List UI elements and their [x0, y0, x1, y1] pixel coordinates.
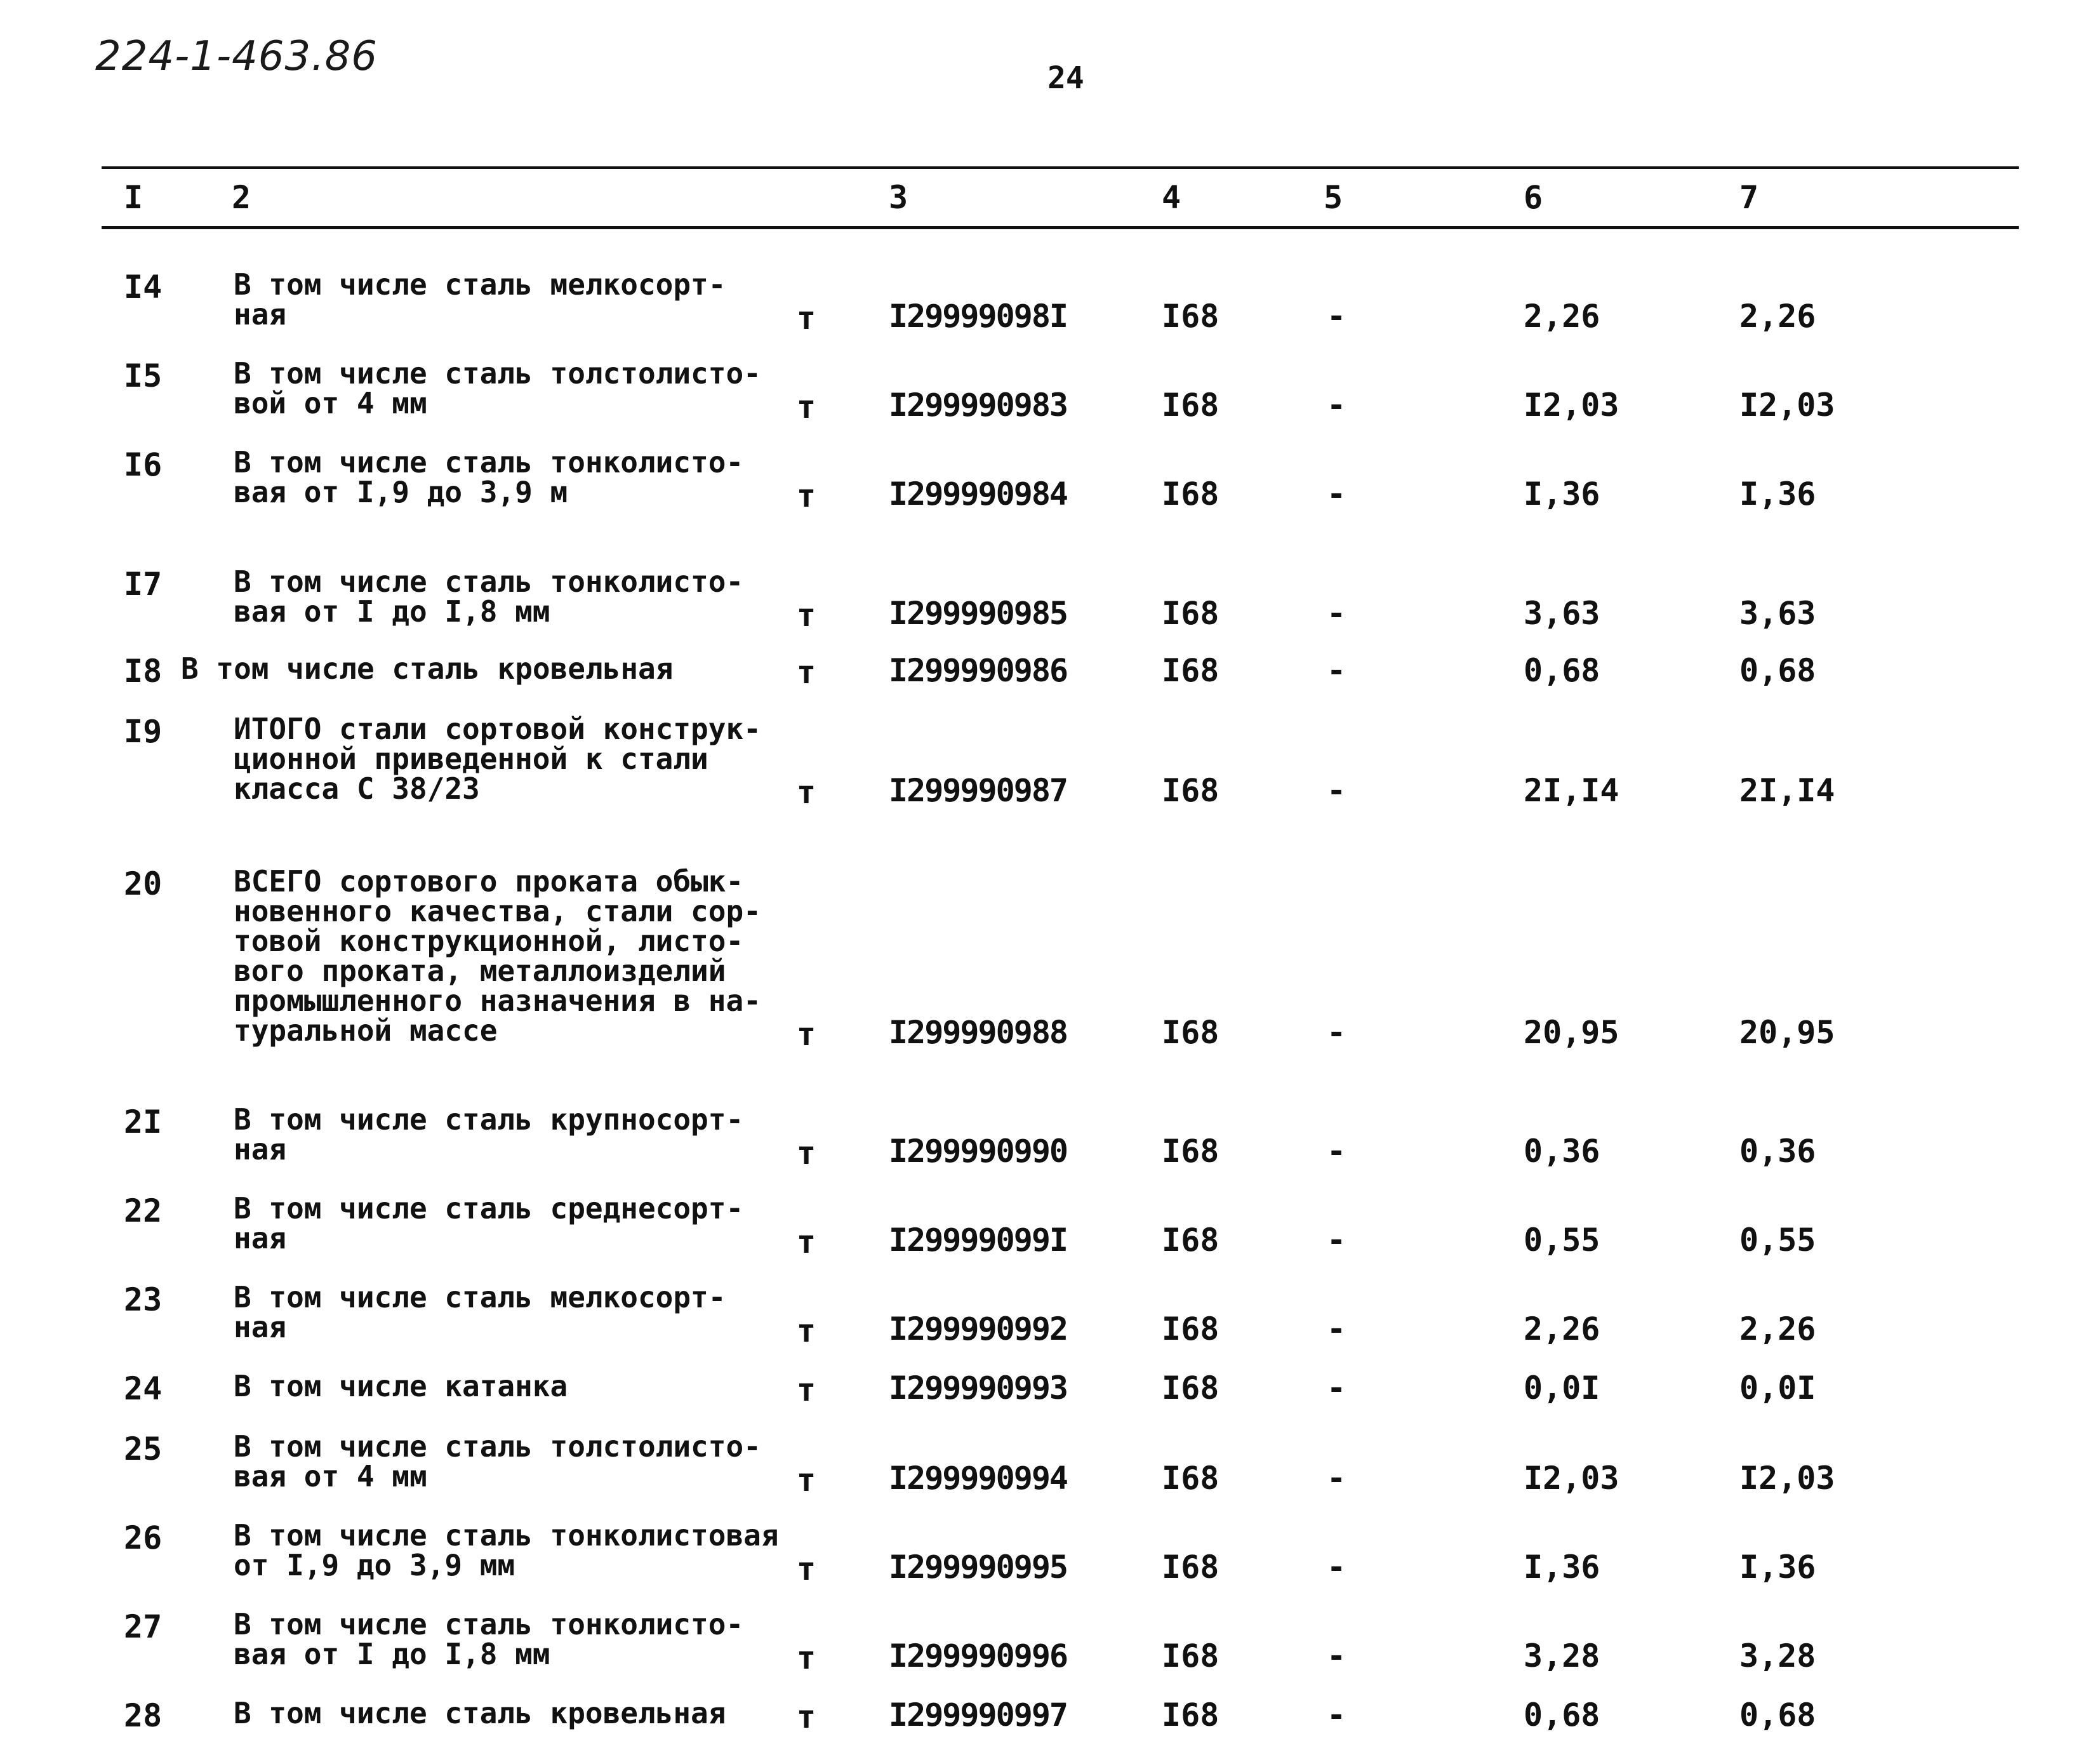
column-6-value: 0,55: [1524, 1222, 1600, 1258]
column-6-value: 2,26: [1524, 1311, 1600, 1347]
row-number: I4: [124, 269, 163, 305]
product-code: I299990997: [889, 1697, 1068, 1733]
column-header-7: 7: [1739, 179, 1759, 216]
unit-cell: т: [797, 389, 816, 425]
column-7-value: 2,26: [1739, 298, 1816, 335]
column-4-value: I68: [1162, 476, 1219, 512]
product-code: I299990995: [889, 1549, 1068, 1585]
column-4-value: I68: [1162, 1549, 1219, 1585]
row-description: В том числе сталь тонколистовая от I,9 до 3,9 мм: [234, 1518, 779, 1582]
unit-cell: т: [797, 1016, 816, 1053]
column-6-value: 3,28: [1524, 1638, 1600, 1674]
row-description: В том числе сталь мелкосорт- ная: [234, 267, 726, 331]
unit-cell: т: [797, 477, 816, 514]
product-code: I299990996: [889, 1638, 1068, 1674]
row-number: 27: [124, 1608, 163, 1645]
row-description: В том числе сталь кровельная: [234, 1696, 726, 1730]
row-description: ВСЕГО сортового проката обык- новенного качества, стали сор- товой конструкционной, листо- вого проката, металлоизделий промышленного назначения в на- туральной массе: [234, 864, 761, 1048]
product-code: I299990990: [889, 1133, 1068, 1170]
unit-cell: т: [797, 1135, 816, 1171]
column-5-value: -: [1327, 298, 1346, 335]
row-number: 23: [124, 1281, 163, 1318]
column-7-value: 0,55: [1739, 1222, 1816, 1258]
column-5-value: -: [1327, 1549, 1346, 1585]
row-description: ИТОГО стали сортовой конструк- ционной приведенной к стали класса С 38/23: [234, 712, 761, 806]
row-description: В том числе сталь тонколисто- вая от I,9 до 3,9 м: [234, 445, 744, 509]
column-4-value: I68: [1162, 1222, 1219, 1258]
column-4-value: I68: [1162, 1697, 1219, 1733]
column-5-value: -: [1327, 1133, 1346, 1170]
row-number: I5: [124, 357, 163, 394]
column-5-value: -: [1327, 595, 1346, 632]
row-number: 28: [124, 1697, 163, 1734]
row-description: В том числе сталь кровельная: [181, 651, 674, 686]
column-4-value: I68: [1162, 298, 1219, 335]
column-6-value: I,36: [1524, 1549, 1600, 1585]
column-header-6: 6: [1524, 179, 1543, 216]
unit-cell: т: [797, 300, 816, 337]
row-number: 22: [124, 1192, 163, 1229]
product-code: I299990993: [889, 1370, 1068, 1406]
column-4-value: I68: [1162, 772, 1219, 809]
column-7-value: 0,68: [1739, 652, 1816, 689]
unit-cell: т: [797, 1551, 816, 1587]
unit-cell: т: [797, 1462, 816, 1498]
row-description: В том числе сталь тонколисто- вая от I до I,8 мм: [234, 564, 744, 629]
unit-cell: т: [797, 1639, 816, 1676]
column-6-value: I2,03: [1524, 387, 1619, 424]
column-4-value: I68: [1162, 1638, 1219, 1674]
column-4-value: I68: [1162, 652, 1219, 689]
handwritten-document-code: 224-1-463.86: [95, 33, 378, 80]
column-6-value: I2,03: [1524, 1460, 1619, 1497]
product-code: I299990992: [889, 1311, 1068, 1347]
column-4-value: I68: [1162, 387, 1219, 424]
row-number: 26: [124, 1519, 163, 1556]
column-header-2: 2: [232, 179, 251, 216]
row-number: I8: [124, 653, 163, 690]
row-number: 20: [124, 865, 163, 902]
column-7-value: I,36: [1739, 476, 1816, 512]
product-code: I299990987: [889, 772, 1068, 809]
column-6-value: 3,63: [1524, 595, 1600, 632]
column-5-value: -: [1327, 772, 1346, 809]
column-4-value: I68: [1162, 1370, 1219, 1406]
column-7-value: 2,26: [1739, 1311, 1816, 1347]
row-number: I7: [124, 566, 163, 603]
column-5-value: -: [1327, 387, 1346, 424]
row-description: В том числе сталь толстолисто- вая от 4 мм: [234, 1429, 761, 1493]
column-7-value: 20,95: [1739, 1014, 1835, 1051]
row-number: 2I: [124, 1104, 163, 1140]
unit-cell: т: [797, 1224, 816, 1260]
row-number: 24: [124, 1370, 163, 1407]
column-7-value: I2,03: [1739, 1460, 1835, 1497]
row-description: В том числе сталь мелкосорт- ная: [234, 1280, 726, 1344]
row-number: I6: [124, 446, 163, 483]
column-6-value: 20,95: [1524, 1014, 1619, 1051]
column-6-value: I,36: [1524, 476, 1600, 512]
product-code: I299990994: [889, 1460, 1068, 1497]
column-6-value: 0,0I: [1524, 1370, 1600, 1406]
column-5-value: -: [1327, 1460, 1346, 1497]
row-description: В том числе сталь тонколисто- вая от I до I,8 мм: [234, 1607, 744, 1671]
product-code: I299990985: [889, 595, 1068, 632]
table-top-rule: [102, 166, 2019, 169]
column-header-5: 5: [1324, 179, 1343, 216]
column-6-value: 0,36: [1524, 1133, 1600, 1170]
column-header-1: I: [124, 179, 143, 216]
column-6-value: 2,26: [1524, 298, 1600, 335]
unit-cell: т: [797, 654, 816, 691]
column-4-value: I68: [1162, 1133, 1219, 1170]
column-4-value: I68: [1162, 1460, 1219, 1497]
column-5-value: -: [1327, 476, 1346, 512]
column-header-4: 4: [1162, 179, 1181, 216]
column-4-value: I68: [1162, 1014, 1219, 1051]
row-number: 25: [124, 1431, 163, 1467]
unit-cell: т: [797, 774, 816, 811]
row-description: В том числе катанка: [234, 1369, 568, 1403]
column-6-value: 0,68: [1524, 1697, 1600, 1733]
row-number: I9: [124, 713, 163, 750]
column-5-value: -: [1327, 1697, 1346, 1733]
column-7-value: 3,63: [1739, 595, 1816, 632]
product-code: I299990983: [889, 387, 1068, 424]
unit-cell: т: [797, 597, 816, 634]
column-7-value: 0,36: [1739, 1133, 1816, 1170]
column-6-value: 0,68: [1524, 652, 1600, 689]
column-5-value: -: [1327, 1222, 1346, 1258]
product-code: I29999099I: [889, 1222, 1068, 1258]
unit-cell: т: [797, 1372, 816, 1408]
column-5-value: -: [1327, 1370, 1346, 1406]
column-7-value: 2I,I4: [1739, 772, 1835, 809]
column-7-value: I,36: [1739, 1549, 1816, 1585]
product-code: I299990988: [889, 1014, 1068, 1051]
column-4-value: I68: [1162, 1311, 1219, 1347]
column-7-value: 0,68: [1739, 1697, 1816, 1733]
product-code: I299990986: [889, 652, 1068, 689]
column-5-value: -: [1327, 1014, 1346, 1051]
product-code: I29999098I: [889, 298, 1068, 335]
row-description: В том числе сталь толстолисто- вой от 4 мм: [234, 356, 761, 420]
unit-cell: т: [797, 1699, 816, 1735]
row-description: В том числе сталь среднесорт- ная: [234, 1191, 744, 1255]
column-7-value: I2,03: [1739, 387, 1835, 424]
column-4-value: I68: [1162, 595, 1219, 632]
row-description: В том числе сталь крупносорт- ная: [234, 1102, 744, 1166]
column-6-value: 2I,I4: [1524, 772, 1619, 809]
product-code: I299990984: [889, 476, 1068, 512]
column-7-value: 3,28: [1739, 1638, 1816, 1674]
column-5-value: -: [1327, 1311, 1346, 1347]
page-number: 24: [1047, 60, 1084, 96]
unit-cell: т: [797, 1312, 816, 1349]
column-5-value: -: [1327, 1638, 1346, 1674]
column-header-3: 3: [889, 179, 908, 216]
column-5-value: -: [1327, 652, 1346, 689]
table-header-rule: [102, 226, 2019, 229]
column-7-value: 0,0I: [1739, 1370, 1816, 1406]
